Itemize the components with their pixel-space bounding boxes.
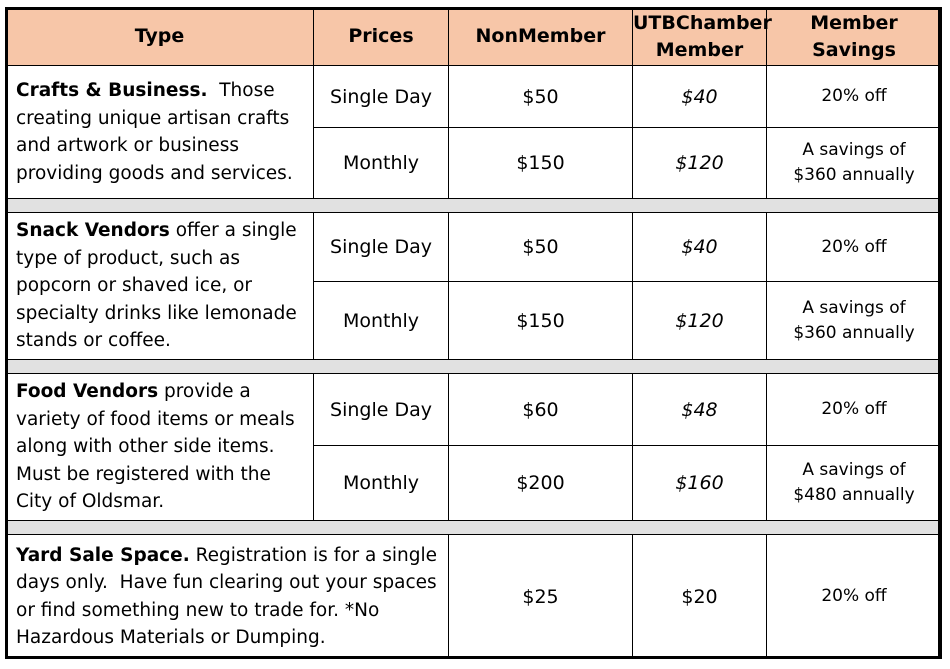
type-desc: provide a variety of food items or meals along with other side items. Must be registered with the City of Oldsmar.	[16, 381, 301, 513]
type-title: Food Vendors	[16, 381, 159, 403]
member-price: $120	[633, 282, 767, 360]
header-type: Type	[6, 8, 314, 66]
savings-line1: A savings of	[802, 460, 906, 480]
type-title: Yard Sale Space.	[16, 544, 190, 566]
type-desc: offer a single type of product, such as popcorn or shaved ice, or specialty drinks like lemonade stands or coffee.	[16, 220, 303, 352]
price-label: Monthly	[314, 128, 449, 199]
savings-line1: A savings of	[802, 140, 906, 160]
member-savings: 20% off	[767, 213, 942, 282]
member-savings: 20% off	[767, 66, 942, 128]
header-member-line1: UTBChamber	[633, 11, 772, 34]
header-savings-line2: Savings	[812, 38, 896, 61]
member-price: $40	[633, 213, 767, 282]
price-label: Monthly	[314, 282, 449, 360]
nonmember-price: $50	[449, 66, 633, 128]
table-outer-border	[5, 7, 941, 659]
savings-line2: $360 annually	[793, 165, 915, 185]
member-price: $20	[633, 535, 767, 659]
nonmember-price: $200	[449, 446, 633, 521]
member-price: $120	[633, 128, 767, 199]
nonmember-price: $50	[449, 213, 633, 282]
price-label: Monthly	[314, 446, 449, 521]
nonmember-price: $150	[449, 128, 633, 199]
member-price: $40	[633, 66, 767, 128]
type-desc: Those creating unique artisan crafts and artwork or business providing goods and services.	[16, 80, 296, 184]
header-member-line2: Member	[655, 38, 744, 61]
savings-line2: $360 annually	[793, 322, 915, 343]
nonmember-price: $25	[449, 535, 633, 659]
price-label: Single Day	[314, 66, 449, 128]
member-price: $48	[633, 374, 767, 446]
header-savings-line1: Member	[810, 11, 898, 34]
member-savings: 20% off	[767, 374, 942, 446]
nonmember-price: $60	[449, 374, 633, 446]
type-title: Snack Vendors	[16, 220, 170, 242]
price-label: Single Day	[314, 213, 449, 282]
type-desc: Registration is for a single days only. Have fun clearing out your spaces or find something new to trade for. *No Hazardous Materials or Dumping.	[16, 544, 443, 648]
member-price: $160	[633, 446, 767, 521]
price-label: Single Day	[314, 374, 449, 446]
savings-line2: $480 annually	[793, 485, 915, 505]
type-title: Crafts & Business.	[16, 80, 208, 101]
header-prices: Prices	[314, 8, 449, 66]
nonmember-price: $150	[449, 282, 633, 360]
member-savings: 20% off	[767, 535, 942, 659]
savings-line1: A savings of	[802, 297, 906, 318]
header-nonmember: NonMember	[449, 8, 633, 66]
